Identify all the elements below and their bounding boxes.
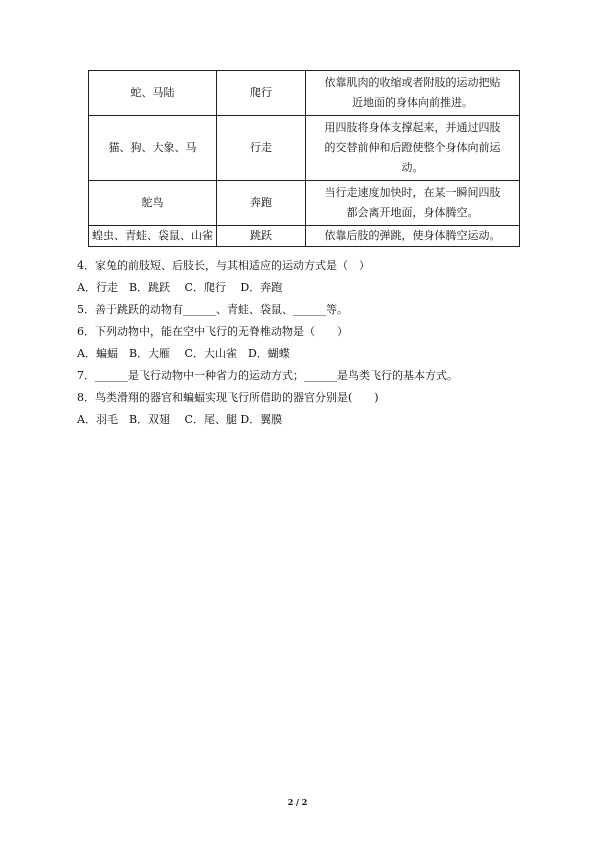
description-line: 依靠肌肉的收缩或者附肢的运动把贴 <box>324 76 501 89</box>
description-line: 的交替前伸和后蹬使整个身体向前运 <box>324 141 501 154</box>
description-cell <box>306 116 520 181</box>
animals-cell: 猫、狗、大象、马 <box>89 116 217 181</box>
page-number: 2 / 2 <box>287 797 308 807</box>
description-cell <box>306 181 520 226</box>
question-8: 8．鸟类滑翔的器官和蝙蝠实现飞行所借助的器官分别是( ) <box>77 391 379 404</box>
table-row <box>89 116 520 181</box>
animals-cell: 蝗虫、青蛙、袋鼠、山雀 <box>89 226 217 247</box>
question-6-options: A．蝙蝠 B．大雁 C．大山雀 D．蝴蝶 <box>77 347 290 360</box>
question-8-options: A．羽毛 B．双翅 C．尾、腿 D．翼膜 <box>77 413 283 426</box>
question-5: 5．善于跳跃的动物有______、青蛙、袋鼠、______等。 <box>77 303 348 316</box>
question-7: 7．______是飞行动物中一种省力的运动方式；______是鸟类飞行的基本方式。 <box>77 369 458 382</box>
question-6: 6．下列动物中，能在空中飞行的无脊椎动物是（ ） <box>77 325 348 338</box>
mode-cell: 跳跃 <box>217 226 306 247</box>
mode-cell: 行走 <box>217 116 306 181</box>
description-line: 动。 <box>401 161 424 174</box>
question-4: 4．家兔的前肢短、后肢长，与其相适应的运动方式是（ ） <box>77 259 370 272</box>
table-row <box>89 71 520 116</box>
question-4-options: A．行走 B．跳跃 C．爬行 D．奔跑 <box>77 281 283 294</box>
table-row <box>89 226 520 247</box>
description-line: 都会离开地面，身体腾空。 <box>346 206 479 219</box>
table-row <box>89 181 520 226</box>
animals-cell: 鸵鸟 <box>89 181 217 226</box>
description-cell <box>306 226 520 247</box>
motion-table <box>88 70 520 247</box>
mode-cell: 奔跑 <box>217 181 306 226</box>
description-line: 当行走速度加快时，在某一瞬间四肢 <box>324 186 501 199</box>
description-cell <box>306 71 520 116</box>
mode-cell: 爬行 <box>217 71 306 116</box>
description-line: 依靠后肢的弹跳，使身体腾空运动。 <box>324 229 501 242</box>
question-list <box>77 255 517 431</box>
description-line: 近地面的身体向前推进。 <box>352 96 473 109</box>
description-line: 用四肢将身体支撑起来，并通过四肢 <box>324 121 501 134</box>
animals-cell: 蛇、马陆 <box>89 71 217 116</box>
